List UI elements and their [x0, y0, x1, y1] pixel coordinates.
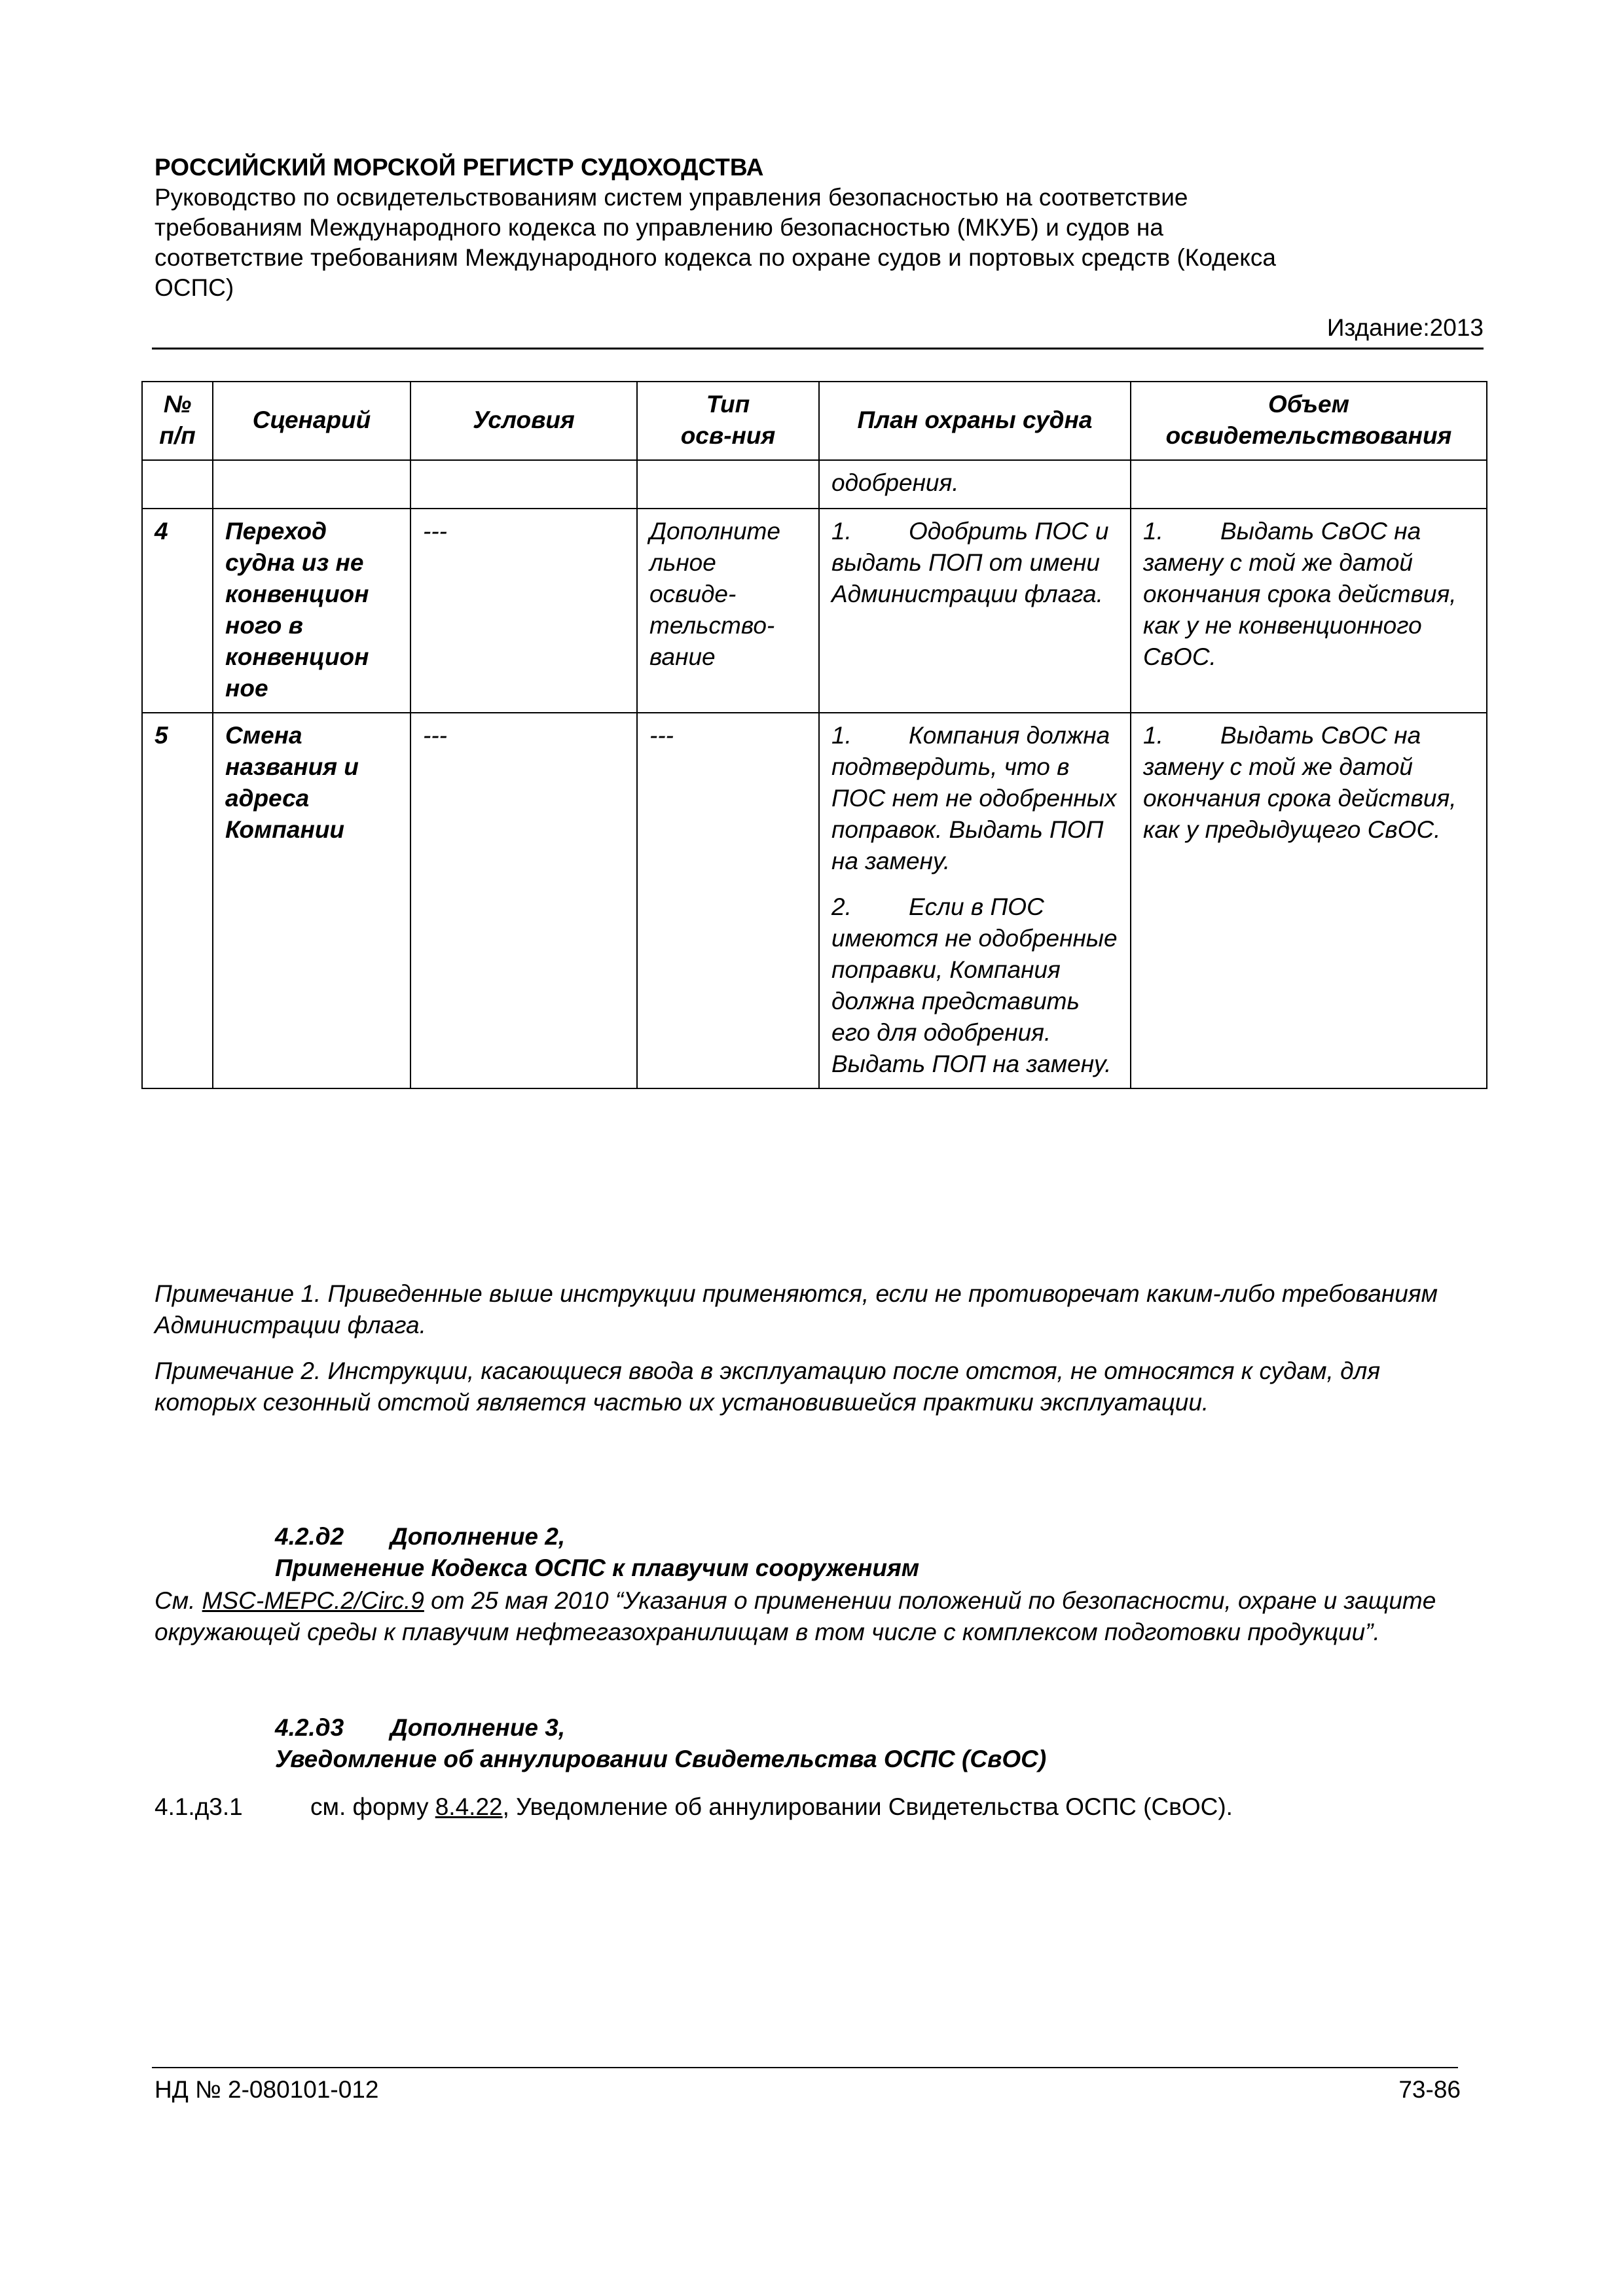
col-header-num: № п/п [142, 382, 213, 460]
edition-label: Издание:2013 [1326, 314, 1484, 341]
col-header-plan: План охраны судна [819, 382, 1131, 460]
row-type: --- [637, 713, 819, 1088]
row-num: 5 [142, 713, 213, 1088]
section-d2-paragraph: См. MSC-MEPC.2/Circ.9 от 25 мая 2010 “Указания о применении положений по безопасности, охране и защите окружающей среды к плавучим нефтегазохранилищам в том числе с комплексом подготовки продукции”. [155, 1587, 1436, 1645]
col-header-type: Тип осв-ния [637, 382, 819, 460]
note-1: Примечание 1. Приведенные выше инструкции применяются, если не противоречат каким-либо требованиям Администрации флага. [155, 1280, 1438, 1338]
document-id: НД № 2-080101-012 [155, 2076, 379, 2103]
header-divider [152, 348, 1484, 350]
scenario-table [141, 381, 1487, 1089]
table-row [142, 509, 1487, 713]
document-header [155, 152, 1484, 303]
row-type: Дополните льное освиде- тельство- вание [637, 509, 819, 713]
table-row [142, 460, 1487, 509]
footer-divider [152, 2067, 1458, 2068]
continuation-cell: одобрения. [819, 460, 1131, 509]
row-plan [819, 509, 1131, 713]
row-plan [819, 713, 1131, 1088]
page-number: 73-86 [1398, 2076, 1461, 2103]
row-scope [1131, 713, 1487, 1088]
page-footer [155, 2076, 1461, 2104]
row-conditions: --- [410, 509, 637, 713]
table-row [142, 713, 1487, 1088]
row-scenario: Смена названия и адреса Компании [213, 713, 410, 1088]
header-subtitle-line-1: Руководство по освидетельствованиям систем управления безопасностью на соответствие [155, 184, 1188, 211]
col-header-conditions: Условия [410, 382, 637, 460]
col-header-scenario: Сценарий [213, 382, 410, 460]
notes-block [155, 1278, 1484, 1433]
section-d3-heading: 4.2.д3 Дополнение 3, Уведомление об аннулировании Свидетельства ОСПС (СвОС) [275, 1714, 1047, 1772]
row-scope [1131, 509, 1487, 713]
header-subtitle-line-4: ОСПС) [155, 274, 234, 301]
plan-item: 2. Если в ПОС имеются не одобренные поправки, Компания должна представить его для одобрения. Выдать ПОП на замену. [831, 893, 1118, 1077]
header-subtitle-line-3: соответствие требованиям Международного кодекса по охране судов и портовых средств (Кодекса [155, 244, 1276, 271]
section-d2-heading: 4.2.д2 Дополнение 2, Применение Кодекса ОСПС к плавучим сооружениям [275, 1523, 920, 1581]
col-header-scope: Объем освидетельствования [1131, 382, 1487, 460]
row-num: 4 [142, 509, 213, 713]
form-link[interactable]: 8.4.22 [435, 1793, 503, 1820]
row-conditions: --- [410, 713, 637, 1088]
circular-link[interactable]: MSC-MEPC.2/Circ.9 [202, 1587, 424, 1614]
header-subtitle-line-2: требованиям Международного кодекса по управлению безопасностью (МКУБ) и судов на [155, 214, 1163, 241]
scope-item: 1. Выдать СвОС на замену с той же датой окончания срока действия, как у предыдущего СвОС. [1143, 722, 1457, 843]
row-scenario: Переход судна из не конвенцион ного в конвенцион ное [213, 509, 410, 713]
plan-item: 1. Компания должна подтвердить, что в ПОС нет не одобренных поправок. Выдать ПОП на замену. [831, 722, 1117, 874]
plan-item: 1. Одобрить ПОС и выдать ПОП от имени Администрации флага. [831, 518, 1109, 607]
section-d3-item: 4.1.д3.1 см. форму 8.4.22, Уведомление об аннулировании Свидетельства ОСПС (СвОС). [155, 1793, 1233, 1820]
scope-item: 1. Выдать СвОС на замену с той же датой окончания срока действия, как у не конвенционного СвОС. [1143, 518, 1457, 670]
table-header-row [142, 382, 1487, 460]
organization-name: РОССИЙСКИЙ МОРСКОЙ РЕГИСТР СУДОХОДСТВА [155, 154, 764, 181]
note-2: Примечание 2. Инструкции, касающиеся ввода в эксплуатацию после отстоя, не относятся к судам, для которых сезонный отстой является частью их установившейся практики эксплуатации. [155, 1357, 1381, 1416]
